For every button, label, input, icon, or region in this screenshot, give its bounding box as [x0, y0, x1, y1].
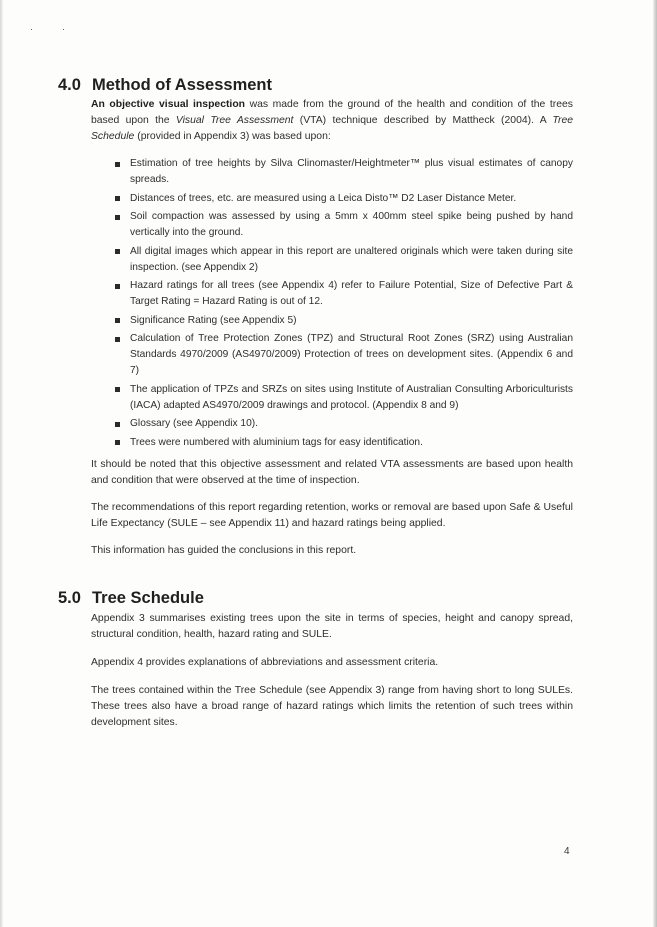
guided-paragraph: This information has guided the conclusions in this report.	[91, 545, 357, 556]
bullet-item	[113, 244, 573, 276]
scan-edge-left	[0, 0, 3, 927]
bullet-text: Hazard ratings for all trees (see Appendix 4) refer to Failure Potential, Size of Defective Part & Target Rating = Hazard Rating is out of 12.	[130, 280, 573, 307]
intro-bold-text: An objective visual inspection	[91, 99, 246, 110]
bullet-square-icon	[115, 196, 120, 201]
bullet-square-icon	[115, 440, 120, 445]
sule-range-paragraph: The trees contained within the Tree Schedule (see Appendix 3) range from having short to long SULEs. These trees also have a broad range of hazard ratings which limits the retention of such trees within development sites.	[91, 685, 573, 728]
bullet-text: The application of TPZs and SRZs on sites using Institute of Australian Consulting Arboriculturists (IACA) adapted AS4970/2009 drawings and protocol. (Appendix 8 and 9)	[130, 383, 573, 411]
bullet-item	[113, 416, 573, 432]
bullet-square-icon	[115, 422, 120, 427]
intro-text: (provided in Appendix 3) was based upon:	[134, 131, 331, 142]
bullet-text: Estimation of tree heights by Silva Clinomaster/Heightmeter™ plus visual estimates of canopy spreads.	[130, 158, 573, 185]
bullet-square-icon	[115, 284, 120, 289]
bullet-text: Significance Rating (see Appendix 5)	[130, 314, 297, 326]
scan-mark: ·	[30, 24, 33, 34]
bullet-item	[113, 191, 573, 207]
section-heading-tree-schedule	[58, 589, 204, 608]
schedule-summary-paragraph: Appendix 3 summarises existing trees upon the site in terms of species, height and canopy spread, structural condition, health, hazard rating and SULE.	[91, 613, 573, 640]
bullet-square-icon	[115, 387, 120, 392]
bullet-square-icon	[115, 215, 120, 220]
bullet-text: Trees were numbered with aluminium tags for easy identification.	[130, 436, 423, 448]
bullet-square-icon	[115, 162, 120, 167]
section-title: Tree Schedule	[92, 589, 204, 607]
section-title: Method of Assessment	[92, 76, 273, 94]
page-number: 4	[564, 846, 570, 857]
vta-term: Visual Tree Assessment	[175, 115, 294, 126]
intro-text: was made from the ground of the health and condition of the trees based upon the	[91, 99, 573, 126]
bullet-text: Calculation of Tree Protection Zones (TPZ) and Structural Root Zones (SRZ) using Australian Standards 4970/2009 (AS4970/2009) Protection of trees on development sites. (Appendix 6 and 7)	[130, 333, 573, 376]
scan-edge-right	[653, 0, 657, 927]
intro-paragraph	[91, 97, 573, 145]
recommendations-paragraph: The recommendations of this report regarding retention, works or removal are based upon Safe & Useful Life Expectancy (SULE – see Appendix 11) and hazard ratings being applied.	[91, 502, 573, 529]
bullet-text: Soil compaction was assessed by using a 5mm x 400mm steel spike being pushed by hand vertically into the ground.	[130, 211, 573, 238]
bullet-item	[113, 209, 573, 241]
intro-text: (VTA) technique described by Mattheck (2004). A	[293, 115, 553, 126]
bullet-item	[113, 278, 573, 310]
abbreviations-paragraph: Appendix 4 provides explanations of abbreviations and assessment criteria.	[91, 657, 439, 668]
bullet-square-icon	[115, 337, 120, 342]
section-heading-method-of-assessment	[58, 76, 272, 95]
bullet-item	[113, 435, 573, 451]
bullet-square-icon	[115, 249, 120, 254]
bullet-text: All digital images which appear in this report are unaltered originals which were taken during site inspection. (see Appendix 2)	[130, 245, 573, 273]
section-number: 5.0	[58, 589, 81, 607]
bullet-item	[113, 313, 573, 329]
bullet-square-icon	[115, 318, 120, 323]
bullet-text: Distances of trees, etc. are measured using a Leica Disto™ D2 Laser Distance Meter.	[130, 192, 517, 204]
objective-paragraph: It should be noted that this objective assessment and related VTA assessments are based upon health and condition that were observed at the time of inspection.	[91, 459, 573, 486]
assessment-bullet-list	[113, 156, 573, 453]
section-number: 4.0	[58, 76, 81, 94]
bullet-item	[113, 382, 573, 414]
scan-mark: ·	[62, 24, 65, 34]
tree-schedule-term: Tree Schedule	[91, 115, 574, 142]
bullet-item	[113, 331, 573, 379]
bullet-item	[113, 156, 573, 188]
bullet-text: Glossary (see Appendix 10).	[130, 418, 258, 429]
